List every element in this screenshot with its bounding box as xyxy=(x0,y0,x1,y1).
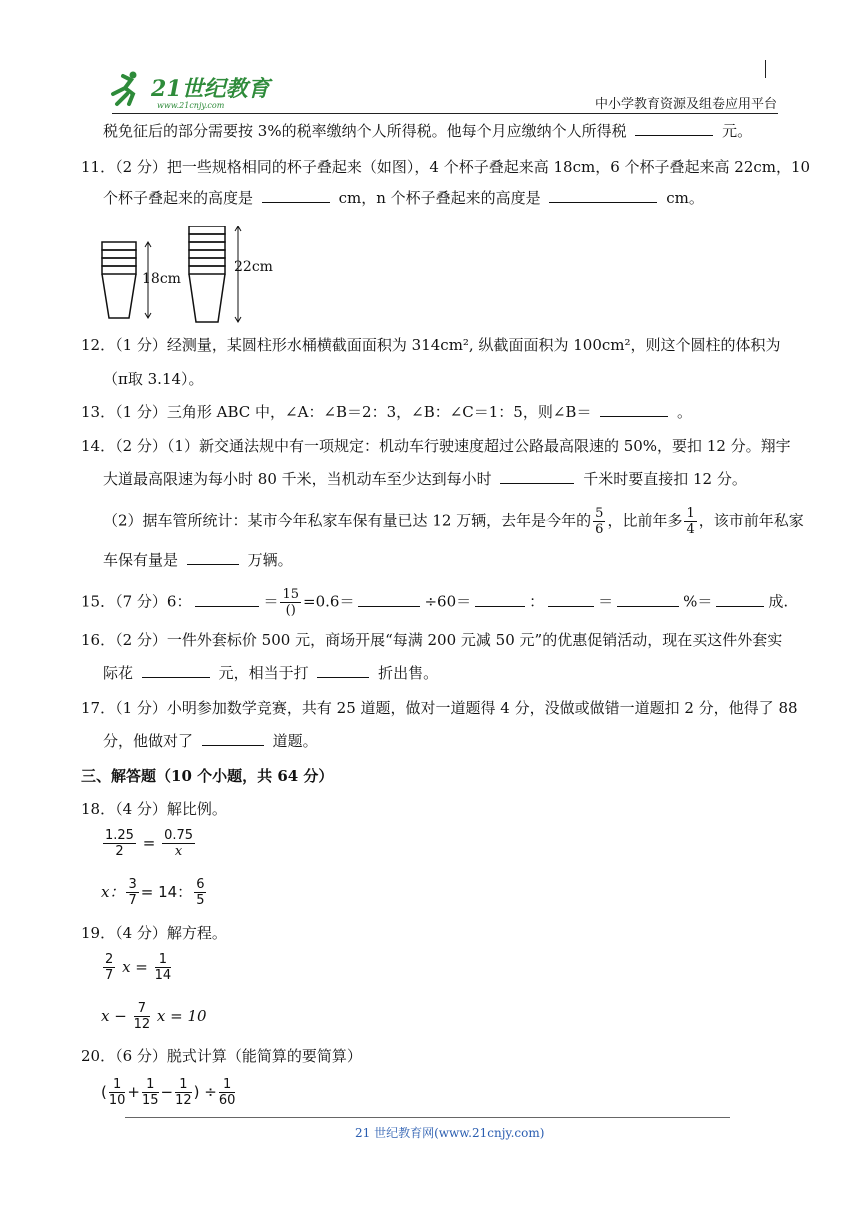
answer-blank[interactable] xyxy=(142,662,210,678)
header-rule xyxy=(112,113,778,114)
answer-blank[interactable] xyxy=(187,549,239,565)
answer-blank[interactable] xyxy=(358,591,420,607)
q14-line2: 大道最高限速为每小时 80 千米，当机动车至少达到每小时 千米时要直接扣 12 分。 xyxy=(103,470,747,488)
q19-eq1: $\frac{2}{7}$ x = $\frac{1}{14}$ xyxy=(105,952,172,983)
q11-line1: 11．（2 分）把一些规格相同的杯子叠起来（如图），4 个杯子叠起来高 18cm，6 个杯子叠起来高 22cm，10 xyxy=(81,158,811,176)
answer-blank[interactable] xyxy=(635,120,713,136)
fraction: $\frac{5}{6}$ xyxy=(595,506,604,537)
platform-name: 中小学教育资源及组卷应用平台 xyxy=(594,97,777,112)
cup-stack-6 xyxy=(189,226,225,322)
answer-blank[interactable] xyxy=(617,591,679,607)
svg-text:18cm: 18cm xyxy=(142,271,181,287)
fraction: $\frac{1}{4}$ xyxy=(686,506,695,537)
footer-rule xyxy=(125,1117,730,1118)
section-heading: 三、解答题（10 个小题，共 64 分） xyxy=(81,767,334,785)
svg-text:22cm: 22cm xyxy=(234,259,273,275)
logo xyxy=(105,70,285,112)
q13: 13．（1 分）三角形 ABC 中，∠A：∠B＝2：3，∠B：∠C＝1：5，则∠B＝ 。 xyxy=(81,403,693,421)
answer-blank[interactable] xyxy=(317,662,369,678)
answer-blank[interactable] xyxy=(475,591,525,607)
answer-blank[interactable] xyxy=(716,591,764,607)
q18-title: 18．（4 分）解比例。 xyxy=(81,800,227,818)
q17-line2: 分，他做对了 道题。 xyxy=(103,732,318,750)
fraction: $\frac{15}{()}$ xyxy=(282,587,300,618)
answer-blank[interactable] xyxy=(548,591,594,607)
q20-title: 20．（6 分）脱式计算（能简算的要简算） xyxy=(81,1047,362,1065)
q11-line2: 个杯子叠起来的高度是 cm，n 个杯子叠起来的高度是 cm。 xyxy=(103,189,704,207)
answer-blank[interactable] xyxy=(600,401,668,417)
q19-eq2: x − $\frac{7}{12}$ x = 10 xyxy=(101,1001,207,1032)
cups-figure xyxy=(100,226,290,330)
answer-blank[interactable] xyxy=(262,187,330,203)
q17-line1: 17．（1 分）小明参加数学竞赛，共有 25 道题，做对一道题得 4 分，没做或做错一道题扣 2 分，他得了 88 xyxy=(81,699,798,717)
q14-line4: 车保有量是 万辆。 xyxy=(103,551,293,569)
q12-line1: 12．（1 分）经测量，某圆柱形水桶横截面面积为 314cm², 纵截面面积为 100cm²，则这个圆柱的体积为 xyxy=(81,336,781,354)
q18-eq1: $\frac{1.25}{2}$ = $\frac{0.75}{x}$ xyxy=(105,828,194,859)
footer-text: 21 世纪教育网(www.21cnjy.com) xyxy=(355,1126,545,1140)
q15: 15．（7 分）6： ＝ $\frac{15}{()}$ =0.6＝ ÷60＝ ： ＝ %＝ 成. xyxy=(81,587,789,618)
q12-line2: （π取 3.14）。 xyxy=(103,370,204,388)
answer-blank[interactable] xyxy=(500,468,574,484)
q19-title: 19．（4 分）解方程。 xyxy=(81,924,227,942)
runner-icon xyxy=(113,76,133,104)
q14-line1: 14．（2 分）（1）新交通法规中有一项规定：机动车行驶速度超过公路最高限速的 50%，要扣 12 分。翔宇 xyxy=(81,437,791,455)
q20-expression: ( $\frac{1}{10}$ + $\frac{1}{15}$ − $\frac{1}{12}$ ) ÷ $\frac{1}{60}$ xyxy=(101,1077,236,1108)
cup-stack-4 xyxy=(102,242,136,318)
q10-continuation: 税免征后的部分需要按 3%的税率缴纳个人所得税。他每个月应缴纳个人所得税 元。 xyxy=(103,122,753,140)
answer-blank[interactable] xyxy=(202,730,264,746)
q14-line3: （2）据车管所统计：某市今年私家车保有量已达 12 万辆，去年是今年的 $\frac{5}{6}$ ，比前年多 $\frac{1}{4}$ ，该市前年私家 xyxy=(103,506,804,537)
q16-line1: 16．（2 分）一件外套标价 500 元，商场开展“每满 200 元减 50 元”的优惠促销活动，现在买这件外套实 xyxy=(81,631,783,649)
svg-text:www.21cnjy.com: www.21cnjy.com xyxy=(157,101,225,110)
svg-text:21世纪教育: 21世纪教育 xyxy=(151,76,270,102)
q18-eq2: x： $\frac{3}{7}$ = 14： $\frac{6}{5}$ xyxy=(101,877,205,908)
header-mark xyxy=(765,60,766,78)
answer-blank[interactable] xyxy=(549,187,657,203)
q16-line2: 际花 元，相当于打 折出售。 xyxy=(103,664,439,682)
answer-blank[interactable] xyxy=(195,591,259,607)
